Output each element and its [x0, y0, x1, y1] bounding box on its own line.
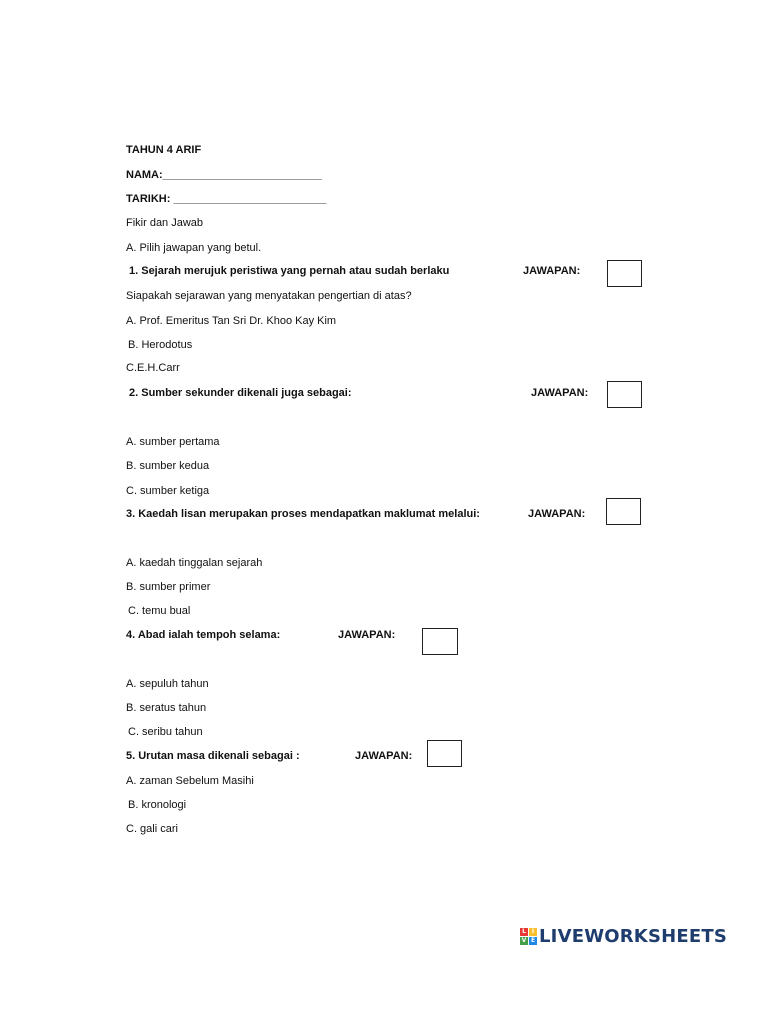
answer-box-4[interactable]	[422, 628, 458, 655]
q5-option-a: A. zaman Sebelum Masihi	[126, 775, 254, 787]
question-2: 2. Sumber sekunder dikenali juga sebagai:	[129, 387, 352, 399]
answer-label-1: JAWAPAN:	[523, 265, 581, 277]
answer-box-3[interactable]	[606, 498, 641, 525]
q3-option-c: C. temu bual	[128, 605, 191, 617]
logo-letter-v: V	[521, 936, 527, 944]
answer-label-3: JAWAPAN:	[528, 508, 586, 520]
question-1: 1. Sejarah merujuk peristiwa yang pernah atau sudah berlaku	[129, 265, 450, 277]
liveworksheets-brand: LIVEWORKSHEETS	[539, 925, 728, 947]
logo-letter-i: I	[529, 928, 537, 936]
answer-label-2: JAWAPAN:	[531, 387, 589, 399]
q3-option-a: A. kaedah tinggalan sejarah	[126, 557, 263, 569]
section-title: Fikir dan Jawab	[126, 217, 204, 229]
name-field: NAMA:__________________________	[126, 169, 322, 181]
q1-option-a: A. Prof. Emeritus Tan Sri Dr. Khoo Kay Kim	[126, 315, 337, 327]
question-1-sub: Siapakah sejarawan yang menyatakan pengertian di atas?	[126, 290, 412, 302]
class-heading: TAHUN 4 ARIF	[126, 144, 202, 156]
q2-option-a: A. sumber pertama	[126, 436, 220, 448]
q4-option-b: B. seratus tahun	[126, 702, 207, 714]
liveworksheets-logo	[520, 925, 727, 947]
q3-option-b: B. sumber primer	[126, 581, 211, 593]
q4-option-a: A. sepuluh tahun	[126, 678, 209, 690]
q5-option-c: C. gali cari	[126, 823, 178, 835]
answer-label-4: JAWAPAN:	[338, 629, 396, 641]
instruction: A. Pilih jawapan yang betul.	[126, 242, 262, 254]
logo-letter-l: L	[520, 928, 528, 936]
q2-option-c: C. sumber ketiga	[126, 485, 210, 497]
answer-box-1[interactable]	[607, 260, 642, 287]
liveworksheets-logo-icon	[520, 928, 537, 945]
q2-option-b: B. sumber kedua	[126, 460, 210, 472]
question-3: 3. Kaedah lisan merupakan proses mendapatkan maklumat melalui:	[126, 508, 480, 520]
date-field: TARIKH: _________________________	[126, 193, 327, 205]
logo-letter-e: E	[530, 936, 536, 944]
q1-option-b: B. Herodotus	[128, 339, 193, 351]
question-4: 4. Abad ialah tempoh selama:	[126, 629, 281, 641]
answer-box-2[interactable]	[607, 381, 642, 408]
question-5: 5. Urutan masa dikenali sebagai :	[126, 750, 300, 762]
q1-option-c: C.E.H.Carr	[126, 362, 180, 374]
q5-option-b: B. kronologi	[128, 799, 187, 811]
answer-label-5: JAWAPAN:	[355, 750, 413, 762]
answer-box-5[interactable]	[427, 740, 462, 767]
q4-option-c: C. seribu tahun	[128, 726, 203, 738]
